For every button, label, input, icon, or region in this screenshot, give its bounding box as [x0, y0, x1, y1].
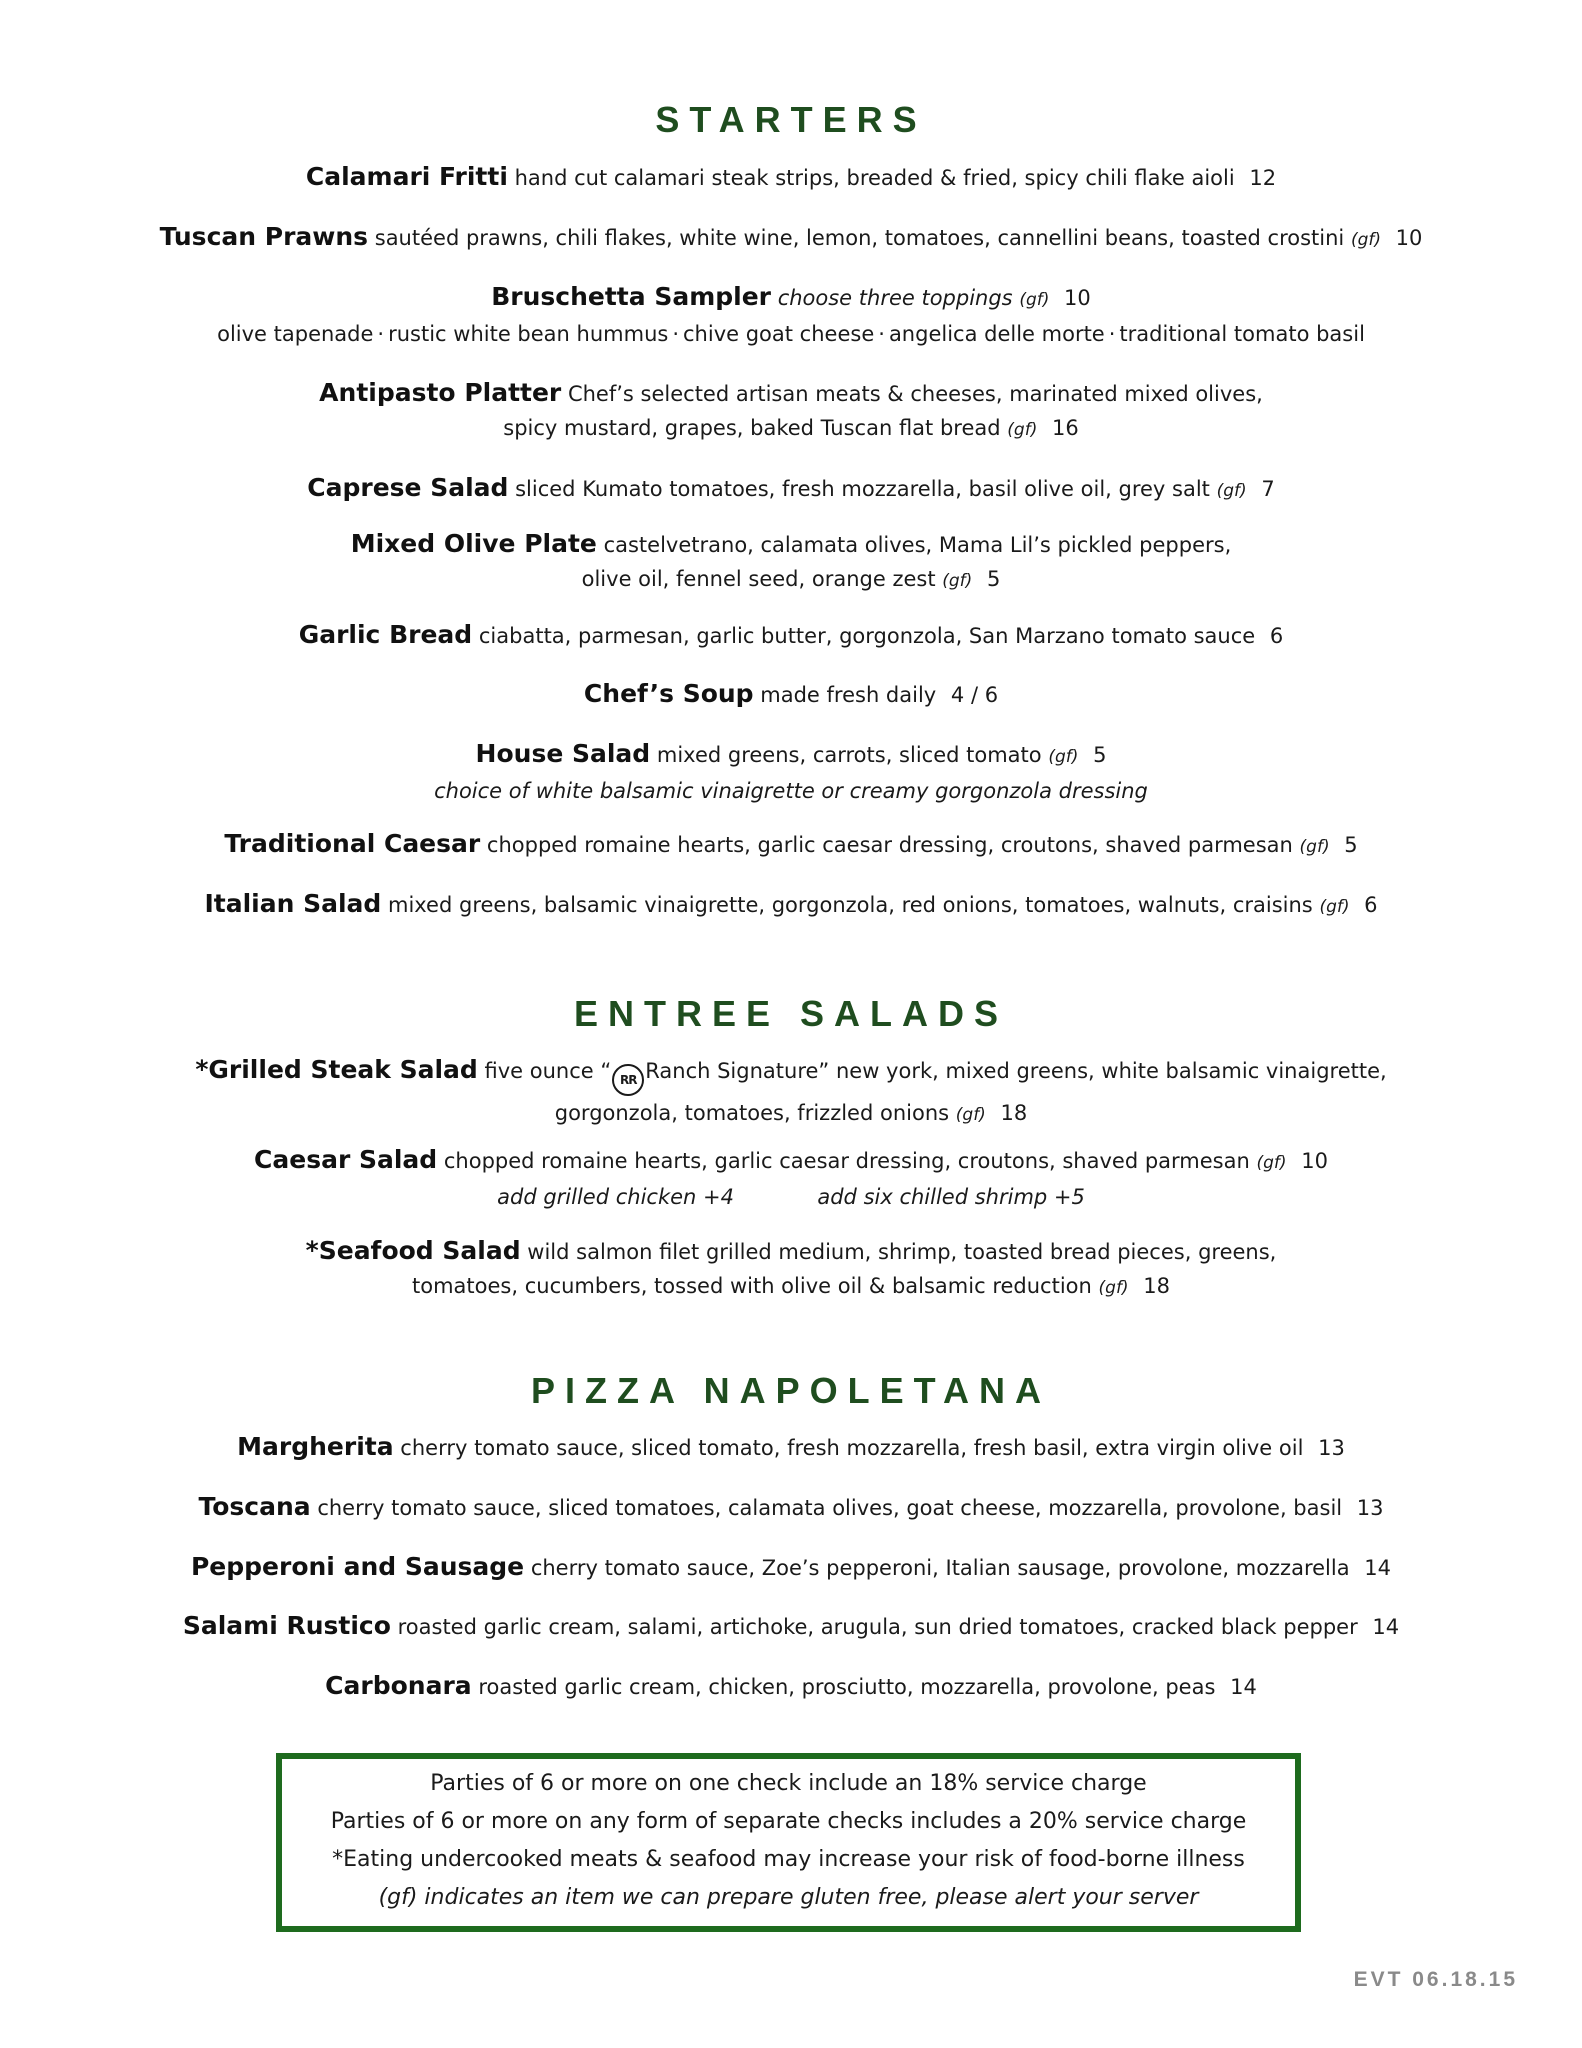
item-description: mixed greens, carrots, sliced tomato [656, 743, 1042, 767]
gluten-free-marker: (gf) [1319, 897, 1350, 917]
item-description: sautéed prawns, chili flakes, white wine, lemon, tomatoes, cannellini beans, toasted crostini [374, 226, 1345, 250]
item-name: Pepperoni and Sausage [190, 1552, 525, 1581]
item-price: 14 [1372, 1615, 1400, 1639]
item-description: cherry tomato sauce, sliced tomatoes, calamata olives, goat cheese, mozzarella, provolone, basil [317, 1496, 1343, 1520]
item-description: mixed greens, balsamic vinaigrette, gorgonzola, red onions, tomatoes, walnuts, craisins [387, 893, 1313, 917]
item-price: 13 [1318, 1436, 1345, 1460]
notice-line-4: (gf) indicates an item we can prepare gluten free, please alert your server [378, 1885, 1199, 1910]
item-name: *Grilled Steak Salad [195, 1055, 478, 1084]
item-name: Toscana [198, 1492, 311, 1521]
item-description: ciabatta, parmesan, garlic butter, gorgonzola, San Marzano tomato sauce [478, 624, 1256, 648]
item-name: Caprese Salad [307, 473, 509, 502]
menu-item-caprese-salad [0, 471, 1582, 508]
item-price: 7 [1261, 477, 1275, 501]
item-description: castelvetrano, calamata olives, Mama Lil’s pickled peppers, [603, 533, 1232, 557]
item-price: 5 [1344, 833, 1358, 857]
topping: rustic white bean hummus [388, 322, 669, 346]
menu-item-margherita [0, 1430, 1582, 1465]
item-description: Chef’s selected artisan meats & cheeses, marinated mixed olives, [567, 382, 1263, 406]
menu-item-antipasto-platter [0, 376, 1582, 447]
menu-item-italian-salad [0, 887, 1582, 924]
item-description: roasted garlic cream, chicken, prosciutto, mozzarella, provolone, peas [478, 1675, 1216, 1699]
item-price: 14 [1364, 1556, 1392, 1580]
ranch-logo-icon: RR [612, 1064, 644, 1096]
item-description-line2: olive oil, fennel seed, orange zest [581, 567, 936, 591]
item-note: choice of white balsamic vinaigrette or creamy gorgonzola dressing [434, 779, 1148, 803]
menu-item-toscana [0, 1490, 1582, 1525]
footer-version-code: EVT 06.18.15 [1353, 1968, 1518, 1991]
item-description-line2: gorgonzola, tomatoes, frizzled onions [554, 1101, 950, 1125]
gluten-free-marker: (gf) [1350, 230, 1381, 250]
menu-item-garlic-bread [0, 618, 1582, 653]
item-price: 10 [1064, 286, 1091, 310]
section-title-entree-salads: ENTREE SALADS [573, 993, 1009, 1034]
gluten-free-marker: (gf) [1299, 837, 1330, 857]
section-title-pizza-napoletana: PIZZA NAPOLETANA [531, 1370, 1051, 1411]
item-price: 18 [1143, 1274, 1170, 1298]
item-name: Tuscan Prawns [159, 222, 369, 251]
addon-chicken: add grilled chicken +4 [497, 1185, 734, 1209]
item-description-line2: spicy mustard, grapes, baked Tuscan flat bread [503, 416, 1001, 440]
menu-item-calamari-fritti [0, 160, 1582, 195]
item-description: five ounce “ [484, 1059, 612, 1083]
menu-item-traditional-caesar [0, 827, 1582, 864]
item-price: 10 [1301, 1149, 1328, 1173]
menu-item-caesar-salad [0, 1143, 1582, 1214]
separator: · [377, 322, 385, 346]
item-name: Chef’s Soup [583, 679, 754, 708]
gluten-free-marker: (gf) [1048, 747, 1079, 767]
item-price: 18 [1000, 1101, 1028, 1125]
bruschetta-toppings [0, 317, 1582, 351]
topping: traditional tomato basil [1119, 322, 1365, 346]
topping: chive goat cheese [683, 322, 875, 346]
separator: · [878, 322, 885, 346]
gluten-free-marker: (gf) [1007, 420, 1038, 440]
item-description: hand cut calamari steak strips, breaded & fried, spicy chili flake aioli [514, 166, 1235, 190]
item-description: sliced Kumato tomatoes, fresh mozzarella, basil olive oil, grey salt [515, 477, 1210, 501]
item-description: chopped romaine hearts, garlic caesar dressing, croutons, shaved parmesan [486, 833, 1293, 857]
item-price: 13 [1356, 1496, 1384, 1520]
item-name: Caesar Salad [254, 1145, 438, 1174]
gluten-free-marker: (gf) [955, 1105, 986, 1125]
item-name: Antipasto Platter [319, 378, 562, 407]
service-notice-box [276, 1753, 1301, 1932]
item-description: cherry tomato sauce, Zoe’s pepperoni, Italian sausage, provolone, mozzarella [530, 1556, 1350, 1580]
item-description: choose three toppings [777, 286, 1013, 310]
item-description-cont: Ranch Signature” new york, mixed greens, white balsamic vinaigrette, [645, 1059, 1387, 1083]
menu-item-tuscan-prawns [0, 220, 1582, 257]
gluten-free-marker: (gf) [942, 571, 973, 591]
notice-line-3: *Eating undercooked meats & seafood may increase your risk of food-borne illness [332, 1847, 1245, 1872]
item-name: Carbonara [325, 1671, 472, 1700]
item-price: 14 [1230, 1675, 1257, 1699]
item-description: wild salmon filet grilled medium, shrimp, toasted bread pieces, greens, [527, 1240, 1277, 1264]
item-description: roasted garlic cream, salami, artichoke, arugula, sun dried tomatoes, cracked black pepper [397, 1615, 1358, 1639]
section-title-starters: STARTERS [655, 99, 927, 140]
item-price: 10 [1395, 226, 1423, 250]
item-name: Margherita [237, 1432, 394, 1461]
topping: angelica delle morte [888, 322, 1105, 346]
notice-line-1: Parties of 6 or more on one check include an 18% service charge [430, 1771, 1147, 1796]
menu-item-salami-rustico [0, 1609, 1582, 1644]
item-price: 16 [1052, 416, 1079, 440]
item-description: made fresh daily [760, 683, 937, 707]
menu-item-mixed-olive-plate [0, 527, 1582, 598]
item-price: 6 [1364, 893, 1378, 917]
menu-item-house-salad [0, 737, 1582, 808]
gluten-free-marker: (gf) [1256, 1153, 1287, 1173]
menu-item-bruschetta-sampler [0, 280, 1582, 351]
addon-shrimp: add six chilled shrimp +5 [817, 1185, 1085, 1209]
separator: · [1108, 322, 1116, 346]
item-price: 5 [986, 567, 1001, 591]
item-name: Mixed Olive Plate [350, 529, 597, 558]
item-name: Calamari Fritti [305, 162, 508, 191]
item-name: Salami Rustico [182, 1611, 391, 1640]
menu-item-carbonara [0, 1669, 1582, 1704]
notice-line-2: Parties of 6 or more on any form of separate checks includes a 20% service charge [330, 1809, 1247, 1834]
item-name: Italian Salad [204, 889, 382, 918]
topping: olive tapenade [217, 322, 374, 346]
gluten-free-marker: (gf) [1098, 1278, 1129, 1298]
gluten-free-marker: (gf) [1019, 290, 1050, 310]
item-name: *Seafood Salad [305, 1236, 521, 1265]
item-name: Traditional Caesar [224, 829, 481, 858]
item-name: Garlic Bread [298, 620, 473, 649]
item-name: House Salad [475, 739, 651, 768]
item-price: 4 / 6 [950, 683, 999, 707]
menu-item-pepperoni-and-sausage [0, 1550, 1582, 1585]
item-price: 6 [1269, 624, 1284, 648]
item-price: 12 [1249, 166, 1277, 190]
item-description-line2: tomatoes, cucumbers, tossed with olive oil & balsamic reduction [412, 1274, 1092, 1298]
menu-item-grilled-steak-salad [0, 1053, 1582, 1132]
menu-item-chefs-soup [0, 677, 1582, 712]
menu-item-seafood-salad [0, 1234, 1582, 1305]
item-price: 5 [1093, 743, 1107, 767]
separator: · [672, 322, 680, 346]
item-name: Bruschetta Sampler [491, 282, 771, 311]
gluten-free-marker: (gf) [1216, 481, 1247, 501]
item-description: cherry tomato sauce, sliced tomato, fresh mozzarella, fresh basil, extra virgin olive oil [400, 1436, 1304, 1460]
item-description: chopped romaine hearts, garlic caesar dressing, croutons, shaved parmesan [443, 1149, 1250, 1173]
